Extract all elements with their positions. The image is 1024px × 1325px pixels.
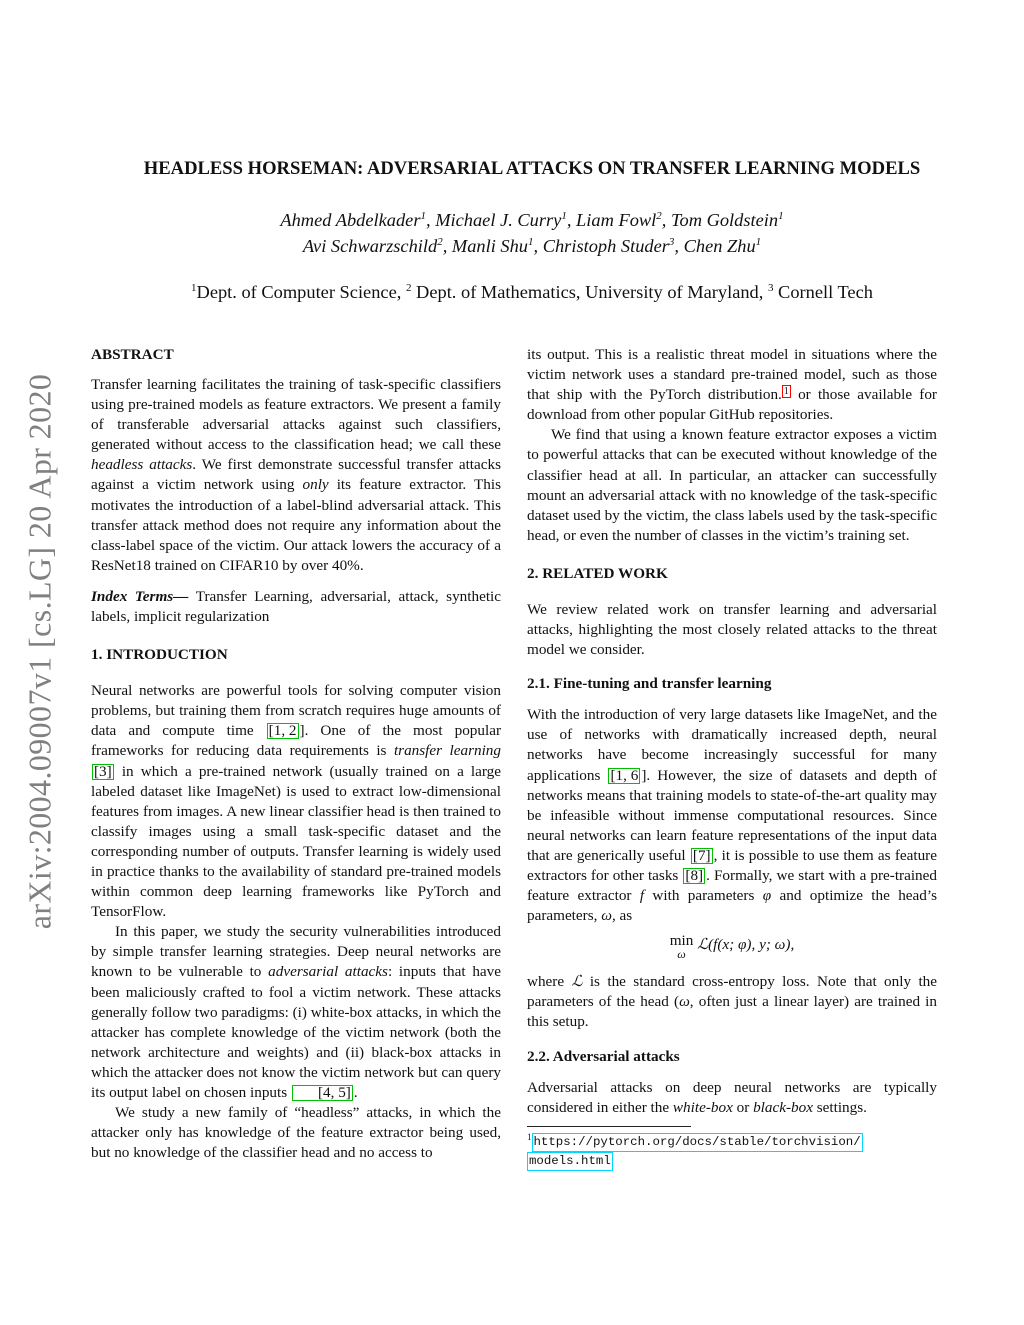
related-work-heading: 2. RELATED WORK	[527, 564, 668, 582]
author-affiliation-mark: 1	[755, 236, 762, 248]
author-name: Avi Schwarzschild	[302, 236, 438, 256]
citation-link[interactable]: [3]	[94, 762, 112, 780]
intro-paragraph-3: We study a new family of “headless” attacks, in which the attacker only has knowledge of the feature extractor being used, but no knowledge of the classifier head and no access to	[91, 1104, 501, 1162]
left-column	[91, 345, 501, 1163]
author-list	[60, 207, 1004, 259]
footnote	[527, 1129, 937, 1171]
fine-tuning-heading: 2.1. Fine-tuning and transfer learning	[527, 675, 772, 693]
abstract-body: Transfer learning facilitates the training of task-specific classifiers using pre-trained models as feature extractors. We present a family of transferable adversarial attacks against such classifiers, generated without access to the classification head; we call these headless attacks. We first demonstrate successful transfer attacks against a victim network using only its feature extractor. This motivates the introduction of a label-blind adversarial attack. This transfer attack method does not require any information about the class-label space of the victim. Our attack lowers the accuracy of a ResNet18 trained on CIFAR10 by over 40%.	[91, 376, 502, 574]
arxiv-identifier: arXiv:2004.09007v1 [cs.LG] 20 Apr 2020	[21, 373, 58, 929]
related-work-intro: We review related work on transfer learning and adversarial attacks, highlighting the most closely related attacks to the threat model we consider.	[527, 600, 937, 659]
author-name: Manli Shu	[451, 236, 529, 256]
author-name: Christoph Studer	[542, 236, 669, 256]
author-affiliation-mark: 2	[437, 236, 443, 248]
author-name: Chen Zhu	[683, 236, 756, 256]
author-line-1: Ahmed Abdelkader$^1$, Michael J. Curry$^1$, Liam Fowl$^2$, Tom Goldstein$^1$	[280, 210, 784, 230]
paper-title: HEADLESS HORSEMAN: ADVERSARIAL ATTACKS ON TRANSFER LEARNING MODELS	[143, 158, 921, 179]
citation-link[interactable]: [1, 6	[610, 766, 639, 784]
affiliations: $^1$Dept. of Computer Science, $^2$ Dept. of Mathematics, University of Maryland, $^3$ Cornell Tech	[191, 282, 873, 302]
abstract-heading: ABSTRACT	[91, 346, 174, 363]
footnote-url-link[interactable]: https://pytorch.org/docs/stable/torchvision/	[532, 1133, 863, 1152]
adversarial-attacks-heading: 2.2. Adversarial attacks	[527, 1047, 680, 1065]
citation-link[interactable]: [4, 5]	[292, 1085, 353, 1101]
citation-link[interactable]: [7]	[692, 846, 711, 864]
loss-description: where ℒ is the standard cross-entropy loss. Note that only the parameters of the head (ω, often just a linear layer) are trained in this setup.	[527, 973, 937, 1031]
intro-paragraph-4: We find that using a known feature extractor exposes a victim to powerful attacks that can be executed without knowledge of the classifier head at all. In particular, an attacker can successfully mount an adversarial attack with no knowledge of the task-specific dataset used by the victim, the class labels used by the task-specific head, or even the number of classes in the victim’s training set.	[527, 426, 937, 544]
author-name: Michael J. Curry	[435, 210, 562, 230]
index-terms: Index Terms— Transfer Learning, adversarial, attack, synthetic labels, implicit regularization	[91, 587, 501, 626]
intro-paragraph-2: In this paper, we study the security vulnerabilities introduced by simple transfer learning strategies. Deep neural networks are known to be vulnerable to adversarial attacks: inputs that have been maliciously crafted to fool a victim network. These attacks generally follow two paradigms: (i) white-box attacks, in which the attacker has complete knowledge of the victim network (both the network architecture and weights) and (ii) black-box attacks in which the attacker does not know the victim network but can query its output label on chosen inputs [4, 5] .	[91, 923, 501, 1101]
right-column	[527, 345, 937, 1171]
introduction-heading: 1. INTRODUCTION	[91, 646, 228, 664]
author-name: Tom Goldstein	[670, 210, 779, 230]
author-affiliation-mark: 1	[528, 236, 534, 248]
author-affiliation-mark: 1	[778, 210, 784, 222]
author-affiliation-mark: 3	[668, 236, 675, 248]
adversarial-attacks-paragraph: Adversarial attacks on deep neural networks are typically considered in either the white-box or black-box settings.	[527, 1078, 937, 1116]
footnote-divider	[527, 1126, 691, 1127]
footnote-url-link-continued[interactable]: models.html	[527, 1152, 613, 1171]
author-line-2: Avi Schwarzschild$^2$, Manli Shu$^1$, Christoph Studer$^3$, Chen Zhu$^1$	[302, 236, 762, 256]
fine-tuning-paragraph: With the introduction of very large datasets like ImageNet, and the use of networks with dramatically increased depth, neural networks have become increasingly successful for many applications [1, 6 ]. However, the size of datasets and depth of networks means that training models to state-of-the-art quality may be infeasible without immense computational resources. Since neural networks can learn feature representations of the input data that are generically useful [7] , it is possible to use them as feature extractors for other tasks [8] . Formally, we start with a pre-trained feature extractor f with parameters φ and optimize the head’s parameters, ω, as	[527, 706, 937, 925]
intro-paragraph-1: Neural networks are powerful tools for solving computer vision problems, but training them from scratch requires huge amounts of data and compute time [1, 2 ]. One of the most popular frameworks for reducing data requirements is transfer learning [3] in which a pre-trained network (usually trained on a large labeled dataset like ImageNet) is used to extract low-dimensional features from images. A new linear classifier head is then trained to classify images using a small task-specific dataset and the corresponding number of outputs. Transfer learning is widely used in practice thanks to the availability of standard pre-trained models within common deep learning frameworks like PyTorch and TensorFlow.	[91, 682, 501, 921]
author-affiliation-mark: 2	[656, 210, 662, 222]
citation-link[interactable]: [1, 2	[268, 722, 297, 740]
intro-paragraph-3-continued: its output. This is a realistic threat model in situations where the victim network uses a standard pre-trained model, such as those that ship with the PyTorch distribution. 1 or those available for download from other popular GitHub repositories.	[527, 346, 937, 424]
footnote-reference[interactable]: 1	[783, 386, 789, 398]
author-name: Ahmed Abdelkader	[280, 210, 421, 230]
arxiv-side-stamp	[20, 352, 60, 950]
footnote-mark: 1	[527, 1131, 532, 1142]
citation-link[interactable]: [8]	[685, 866, 704, 884]
author-affiliation-mark: 1	[561, 210, 567, 222]
optimization-equation: min ω ℒ(f(x; φ), y; ω),	[669, 932, 795, 962]
author-affiliation-mark: 1	[420, 210, 426, 222]
author-name: Liam Fowl	[576, 210, 657, 230]
